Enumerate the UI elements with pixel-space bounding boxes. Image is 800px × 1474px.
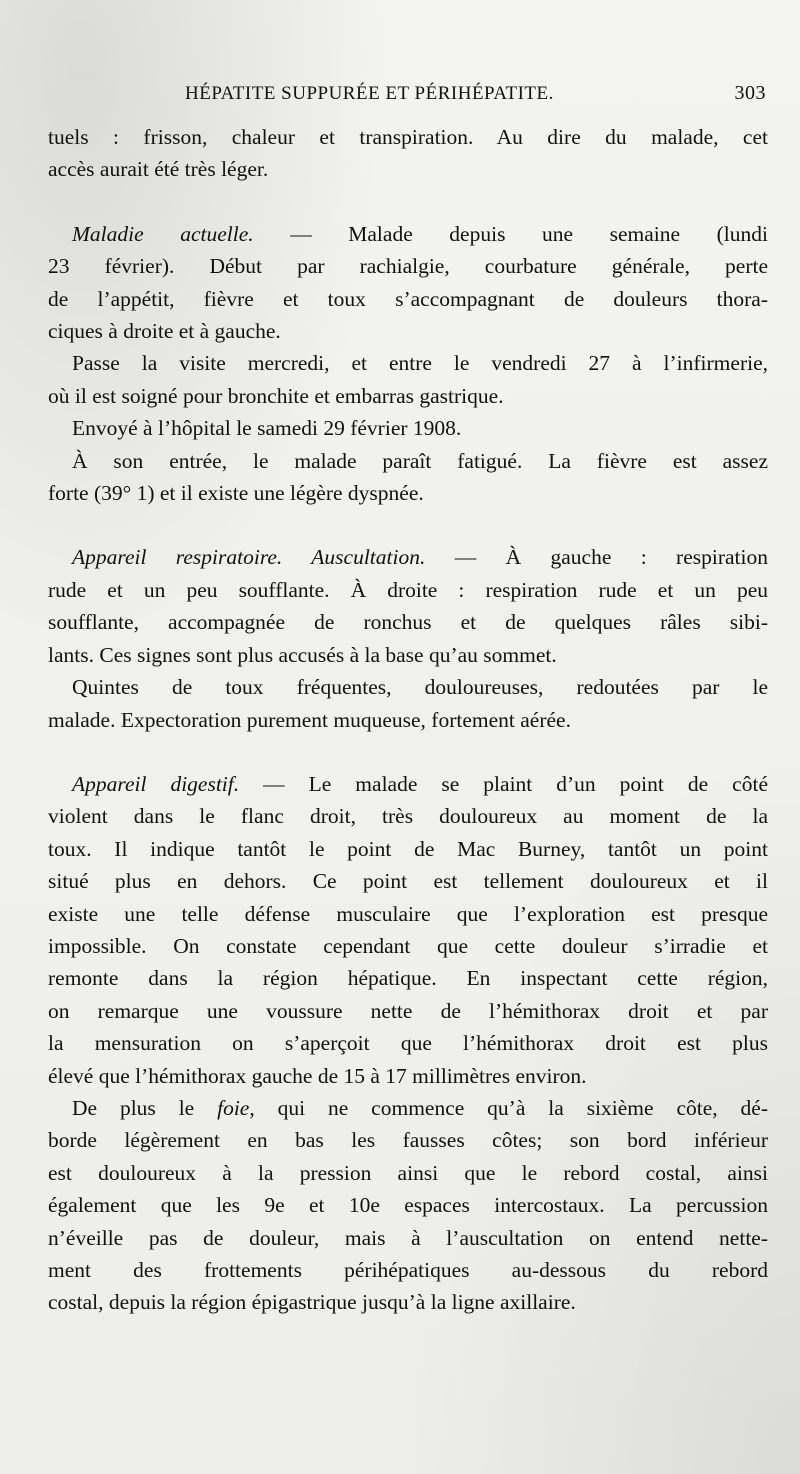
text-line [48, 541, 768, 573]
text-line: impossible. On constate cependant que cette douleur s’irradie et [48, 933, 768, 958]
text-line: toux. Il indique tantôt le point de Mac Burney, tantôt un point [48, 836, 768, 861]
text-line: violent dans le flanc droit, très douloureux au moment de la [48, 804, 768, 829]
text-line: Passe la visite mercredi, et entre le vendredi 27 à l’infirmerie, [72, 351, 768, 376]
text-line: situé plus en dehors. Ce point est tellement douloureux et il [48, 869, 768, 894]
text-line: élevé que l’hémithorax gauche de 15 à 17 millimètres environ. [48, 1063, 587, 1088]
intro-paragraph [48, 121, 768, 186]
text-fragment: De plus le [72, 1095, 218, 1120]
text-fragment: , qui ne commence qu’à la sixième côte, dé- [249, 1095, 768, 1120]
maladie-actuelle-section [48, 218, 768, 510]
text-line: existe une telle défense musculaire que l’exploration est presque [48, 901, 768, 926]
text-line: la mensuration on s’aperçoit que l’hémithorax droit est plus [48, 1031, 768, 1056]
page-header [48, 82, 766, 112]
text-line: ciques à droite et à gauche. [48, 319, 281, 344]
text-fragment: — Le malade se plaint d’un point de côté [239, 771, 768, 796]
text-line: accès aurait été très léger. [48, 157, 269, 182]
text-line [48, 218, 768, 250]
text-line: on remarque une voussure nette de l’hémithorax droit et par [48, 998, 768, 1023]
page-body [48, 121, 768, 1319]
text-line: tuels : frisson, chaleur et transpiration. Au dire du malade, cet [48, 125, 768, 149]
text-line: lants. Ces signes sont plus accusés à la base qu’au sommet. [48, 642, 557, 667]
emphasized-word: foie [217, 1095, 250, 1120]
section-label: Appareil digestif. [72, 771, 240, 796]
text-line: borde légèrement en bas les fausses côtes; son bord inférieur [48, 1128, 768, 1153]
paragraph-gap [48, 736, 768, 768]
paragraph-gap [48, 509, 768, 541]
text-line: Quintes de toux fréquentes, douloureuses, redoutées par le [72, 675, 768, 700]
text-line: costal, depuis la région épigastrique jusqu’à la ligne axillaire. [48, 1290, 576, 1315]
text-line: remonte dans la région hépatique. En inspectant cette région, [48, 966, 768, 991]
text-line: Envoyé à l’hôpital le samedi 29 février 1908. [72, 416, 462, 441]
text-line: ment des frottements périhépatiques au-dessous du rebord [48, 1258, 768, 1282]
text-line: où il est soigné pour bronchite et embarras gastrique. [48, 383, 504, 408]
appareil-digestif-section [48, 768, 768, 1319]
text-line [48, 1092, 768, 1124]
text-line: également que les 9e et 10e espaces intercostaux. La percussion [48, 1193, 768, 1218]
text-line: est douloureux à la pression ainsi que le rebord costal, ainsi [48, 1160, 768, 1185]
text-fragment: — Malade depuis une semaine (lundi [253, 221, 768, 246]
running-head: HÉPATITE SUPPURÉE ET PÉRIHÉPATITE. [185, 83, 554, 104]
page-number: 303 [734, 82, 766, 104]
text-line: À son entrée, le malade paraît fatigué. La fièvre est assez [72, 448, 768, 473]
text-line: rude et un peu soufflante. À droite : respiration rude et un peu [48, 577, 768, 602]
text-fragment: — À gauche : respiration [425, 545, 768, 570]
paragraph-gap [48, 186, 768, 218]
section-label: Appareil respiratoire. Auscultation. [72, 545, 426, 570]
section-label: Maladie actuelle. [72, 221, 254, 246]
text-line: malade. Expectoration purement muqueuse, fortement aérée. [48, 707, 571, 732]
text-line: 23 février). Début par rachialgie, courbature générale, perte [48, 254, 768, 279]
text-line: n’éveille pas de douleur, mais à l’auscultation on entend nette- [48, 1225, 768, 1250]
text-line: forte (39° 1) et il existe une légère dyspnée. [48, 481, 424, 506]
appareil-respiratoire-section [48, 541, 768, 735]
text-line: de l’appétit, fièvre et toux s’accompagnant de douleurs thora- [48, 286, 768, 311]
text-line [48, 768, 768, 800]
text-line: soufflante, accompagnée de ronchus et de quelques râles sibi- [48, 610, 768, 635]
